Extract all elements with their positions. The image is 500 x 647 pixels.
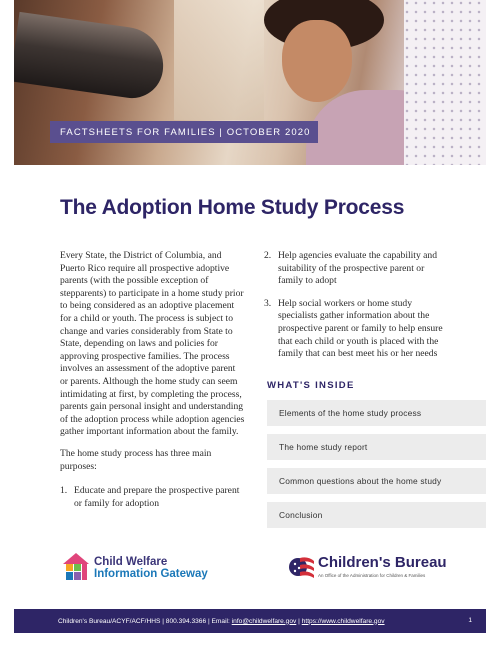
footer-email-link[interactable]: info@childwelfare.gov — [231, 617, 297, 625]
list-number: 2. — [264, 250, 272, 261]
child-welfare-line1: Child Welfare — [94, 556, 168, 568]
list-item — [60, 485, 245, 510]
inside-link-report[interactable]: The home study report — [267, 434, 486, 460]
purposes-list-right — [264, 250, 444, 361]
right-column — [264, 250, 444, 371]
child-face — [282, 20, 352, 102]
footer-email-label: Email: — [211, 617, 230, 625]
footer-separator: | — [160, 617, 166, 625]
footer-separator: | — [296, 617, 302, 625]
inside-link-conclusion[interactable]: Conclusion — [267, 502, 486, 528]
list-item — [264, 250, 444, 288]
footer-website-link[interactable]: https://www.childwelfare.gov — [301, 617, 385, 625]
list-text: Help agencies evaluate the capability and suitability of the prospective parent or family to adopt — [278, 250, 438, 287]
footer-bar — [14, 609, 486, 633]
page-number: 1 — [468, 617, 472, 624]
purposes-list-left — [60, 485, 245, 510]
intro-paragraph: Every State, the District of Columbia, and Puerto Rico require all prospective adoptive parents (with the possible exception of stepparents) to participate in a home study prior to being considered as an adoptive placement for a child or youth. The process is subject to change and varies considerably from State to State, depending on laws and policies for approving prospective families. The process involves an assessment of the adoptive parent or parents. Although the home study can seem intimidating at first, by completing the process, parents gain personal insight and understanding of the adoption process while adoption agencies gather important information about the family. — [60, 250, 245, 438]
child-welfare-wordmark — [94, 556, 208, 580]
whats-inside-heading: WHAT'S INSIDE — [267, 380, 355, 391]
left-column — [60, 250, 245, 520]
page-title: The Adoption Home Study Process — [60, 196, 405, 219]
childrens-bureau-name: Children's Bureau — [318, 554, 447, 571]
factsheet-banner: FACTSHEETS FOR FAMILIES | OCTOBER 2020 — [50, 121, 318, 143]
adult-figure — [404, 0, 486, 165]
list-text: Educate and prepare the prospective parent or family for adoption — [74, 485, 240, 509]
footer-phone: 800.394.3366 — [165, 617, 207, 625]
childrens-bureau-logo[interactable] — [288, 553, 458, 587]
childrens-bureau-subtitle: An Office of the Administration for Children & Families — [318, 573, 426, 578]
purposes-lead: The home study process has three main purposes: — [60, 447, 212, 472]
list-text: Help social workers or home study specialists gather information about the prospective parent or family to help ensure that each child or youth is placed with the family that can best meet his or her needs — [278, 297, 443, 360]
inside-link-elements[interactable]: Elements of the home study process — [267, 400, 486, 426]
footer-org: Children's Bureau/ACYF/ACF/HHS — [58, 617, 161, 625]
cooking-pan — [14, 12, 168, 102]
kitchen-background — [174, 0, 264, 120]
child-welfare-line2: Information Gateway — [94, 568, 208, 580]
inside-link-questions[interactable]: Common questions about the home study — [267, 468, 486, 494]
list-number: 1. — [60, 485, 68, 497]
list-number: 3. — [264, 297, 272, 309]
child-welfare-logo[interactable] — [62, 552, 212, 586]
house-icon — [62, 552, 90, 582]
list-item — [264, 298, 444, 361]
footer-separator: | — [206, 617, 212, 625]
flag-icon — [288, 553, 316, 581]
